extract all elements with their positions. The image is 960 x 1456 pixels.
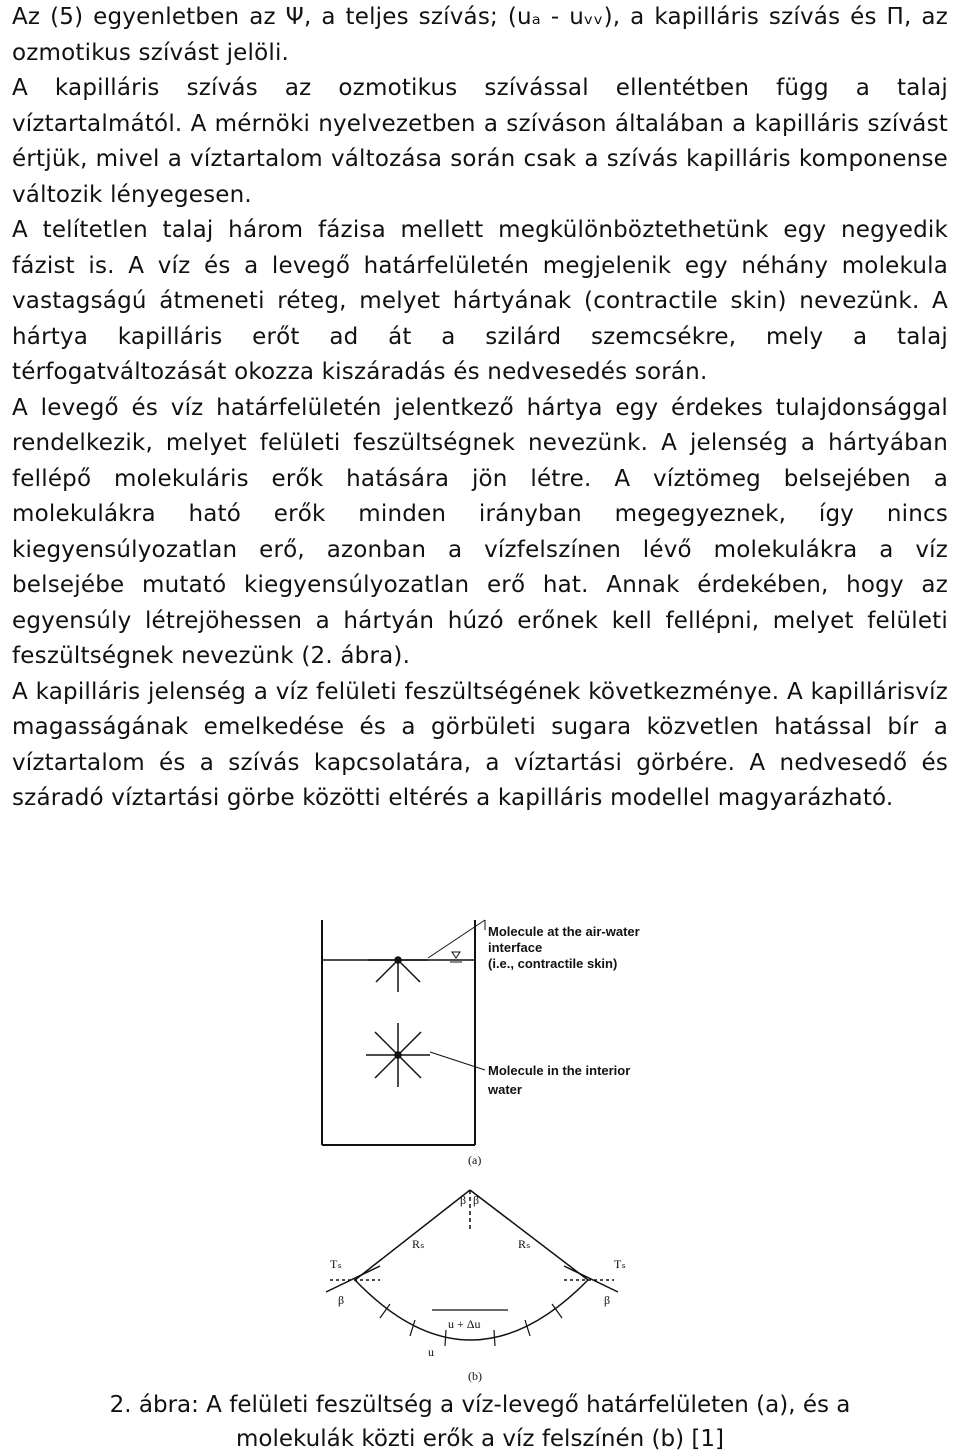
pressure-label: u [428, 1345, 434, 1359]
rs-left-label: Rₛ [412, 1237, 425, 1251]
paragraph-4: A levegő és víz határfelületén jelentkező hártya egy érdekes tulajdonsággal rendelkezik, melyet felületi feszültségnek nevezünk. A jelenség a hártyában fellépő molekuláris erők hatására jön létre. A víztömeg belsejében a molekulákra ható erők minden irányban megegyeznek, így nincs kiegyensúlyozatlan erő, azonban a vízfelszínen lévő molekulákra a víz belsejébe mutató kiegyensúlyozatlan erő hat. Annak érdekében, hogy az egyensúly létrejöhessen a hártyán húzó erőnek kell fellépni, melyet felületi feszültségnek nevezünk (2. ábra). [12, 394, 948, 669]
surface-tension-figure [320, 900, 650, 1400]
beta-left: β [338, 1293, 345, 1307]
ts-left-label: Tₛ [330, 1257, 342, 1271]
figure-drawing [320, 900, 650, 1400]
rs-right-label: Rₛ [518, 1237, 531, 1251]
caption-line-1: 2. ábra: A felületi feszültség a víz-levegő határfelületen (a), és a [109, 1392, 851, 1418]
label-surface-2: interface [488, 940, 543, 955]
label-surface-1: Molecule at the air-water [488, 924, 640, 939]
surface-molecule-icon [368, 957, 428, 992]
paragraph-5: A kapilláris jelenség a víz felületi feszültségének következménye. A kapillárisvíz magasságának emelkedése és a görbületi sugara közvetlen hatással bír a víztartalom és a szívás kapcsolatára, a víztartási görbére. A nedvesedő és száradó víztartási görbe közötti eltérés a kapilláris modellel magyarázható. [12, 678, 948, 811]
label-surface-3: (i.e., contractile skin) [488, 956, 618, 971]
callout-lines [428, 920, 485, 1070]
panel-b-label: (b) [468, 1369, 482, 1383]
beta-top-right: β [473, 1193, 480, 1207]
pressure-difference-label: u + Δu [448, 1317, 481, 1331]
figure-caption [0, 1388, 960, 1456]
beta-top-left: β [460, 1193, 467, 1207]
paragraph-3: A telítetlen talaj három fázisa mellett megkülönböztethetünk egy negyedik fázist is. A víz és a levegő határfelületén megjelenik egy néhány molekula vastagságú átmeneti réteg, melyet hártyának (contractile skin) nevezünk. A hártya kapilláris erőt ad át a szilárd szemcsékre, mely a talaj térfogatváltozását okozza kiszáradás és nedvesedés során. [12, 217, 948, 385]
beta-right: β [604, 1293, 611, 1307]
label-interior-1: Molecule in the interior [488, 1063, 631, 1078]
panel-a-label: (a) [468, 1153, 482, 1167]
caption-line-2: molekulák közti erők a víz felszínén (b) [1] [236, 1426, 724, 1452]
label-interior-2: water [488, 1082, 522, 1097]
paragraph-2: A kapilláris szívás az ozmotikus szívással ellentétben függ a talaj víztartalmától. A mérnöki nyelvezetben a szíváson általában a kapilláris szívást értjük, mivel a víztartalom változása során csak a szívás kapilláris komponense változik lényegesen. [12, 75, 948, 208]
paragraph-1: Az (5) egyenletben az Ψ, a teljes szívás; (uₐ - uᵥᵥ), a kapilláris szívás és Π, az ozmotikus szívást jelöli. [12, 4, 948, 66]
ts-right-label: Tₛ [614, 1257, 626, 1271]
interior-molecule-icon [366, 1023, 430, 1087]
